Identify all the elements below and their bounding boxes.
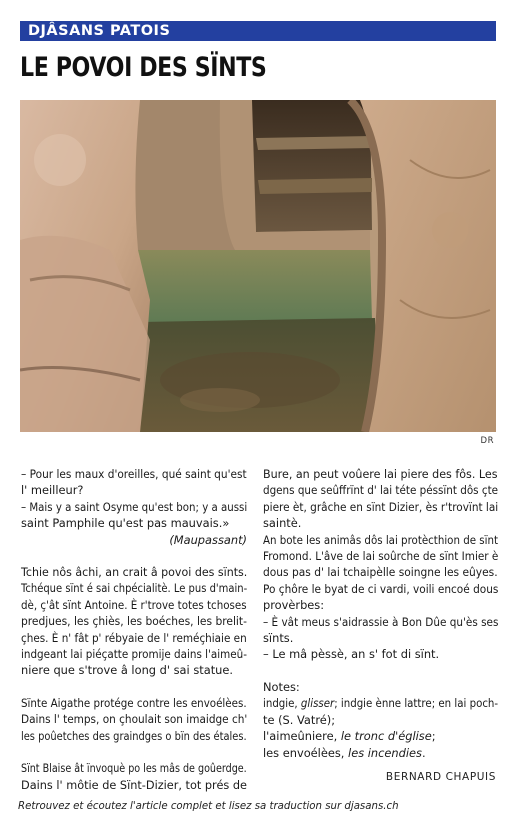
text-line: Fromond. L'âve de lai soûrche de sïnt Imier è — [263, 549, 499, 564]
text-line: – Pour les maux d'oreilles, qué saint qu'est — [21, 467, 247, 481]
note-translation: glisser — [300, 696, 335, 711]
text-line: dè, ç'ât sïnt Antoine. È r'trove totes tchoses — [21, 597, 247, 612]
text-line: – Mais y a saint Osyme qu'est bon; y a aussi — [21, 499, 248, 514]
footer-note: Retrouvez et écoutez l'article complet et lisez sa traduction sur djasans.ch — [18, 801, 399, 812]
note-translation: les incendies — [348, 745, 422, 760]
text-line: niere que s'trove â long d' sai statue. — [21, 663, 234, 678]
note-term: l'aimeûniere, — [263, 729, 341, 744]
photo-credit: DR — [480, 436, 494, 446]
quote-source: (Maupassant) — [169, 532, 247, 547]
text-line: çhes. È n' fât p' rébyaie de l' reméçhiaie en — [21, 630, 247, 645]
text-line: provèrbes: — [263, 598, 325, 613]
note-2 — [263, 728, 498, 744]
text-line: Sïnte Aigathe protége contre les envoélèes. — [21, 695, 247, 710]
text-line: Dains l' temps, on çhoulait son imaidge ch' — [21, 712, 248, 727]
article-right-column — [263, 466, 498, 761]
notes-title: Notes: — [263, 679, 300, 694]
text-line: Tchie nôs âchi, an crait â povoi des sïnts. — [21, 565, 248, 580]
note-translation: le tronc d'église — [340, 729, 432, 744]
text-line: saint Pamphile qu'est pas mauvais.» — [21, 516, 230, 531]
text-line: dgens que seûffrïnt d' lai téte péssïnt dôs çte — [263, 483, 499, 498]
note-term: les envoélèes, — [263, 745, 349, 760]
note-text: . — [421, 745, 426, 760]
author-signature: BERNARD CHAPUIS — [385, 771, 496, 783]
text-line: indgeant lai piéçatte promije dains l'aimeû- — [21, 647, 247, 662]
text-line: dous pas d' lai tchaipèlle soingne les eûyes. — [263, 565, 498, 580]
text-line: Sïnt Blaise ât ïnvoquè po les mâs de goûerdge. — [21, 761, 247, 776]
text-line: sïnts. — [263, 631, 294, 646]
text-line: Dains l' môtie de Sïnt-Dizier, tot prés de — [21, 777, 247, 792]
section-banner: DJÂSANS PATOIS — [20, 21, 496, 41]
note-3 — [263, 745, 498, 761]
text-line: An bote les animâs dôs lai protècthion de sïnt — [263, 532, 499, 547]
note-term: indgie, — [263, 696, 301, 711]
note-text: ; — [431, 729, 436, 744]
note-1 — [263, 695, 499, 711]
text-line: Po çhôre le byat de ci vardi, voili encoé dous — [263, 581, 499, 596]
text-line: Tchéque sïnt é sai chpécialitè. Le pus d'main- — [21, 581, 248, 596]
text-line: – Le mâ pèssè, an s' fot di sïnt. — [263, 647, 440, 662]
note-1-cont: te (S. Vatré); — [263, 712, 336, 727]
text-line: saintè. — [263, 516, 302, 531]
text-line: piere èt, grâche en sïnt Dizier, ès r'trovïnt lai — [263, 499, 499, 514]
note-text: ; indgie ènne lattre; en lai poch- — [334, 696, 499, 711]
article-photo — [20, 100, 496, 432]
text-line: predjues, les çhiès, les boéches, les brelit- — [21, 614, 247, 629]
text-line: les poûetches des graindges o bïn des étales. — [21, 728, 247, 743]
text-line: – È vât meus s'aidrassie à Bon Dûe qu'ès ses — [263, 614, 499, 629]
article-left-column — [21, 466, 247, 793]
text-line: Bure, an peut voûere lai piere des fôs. Les — [263, 467, 498, 481]
article-title: LE POVOI DES SÏNTS — [20, 52, 267, 83]
text-line: l' meilleur? — [21, 483, 84, 498]
